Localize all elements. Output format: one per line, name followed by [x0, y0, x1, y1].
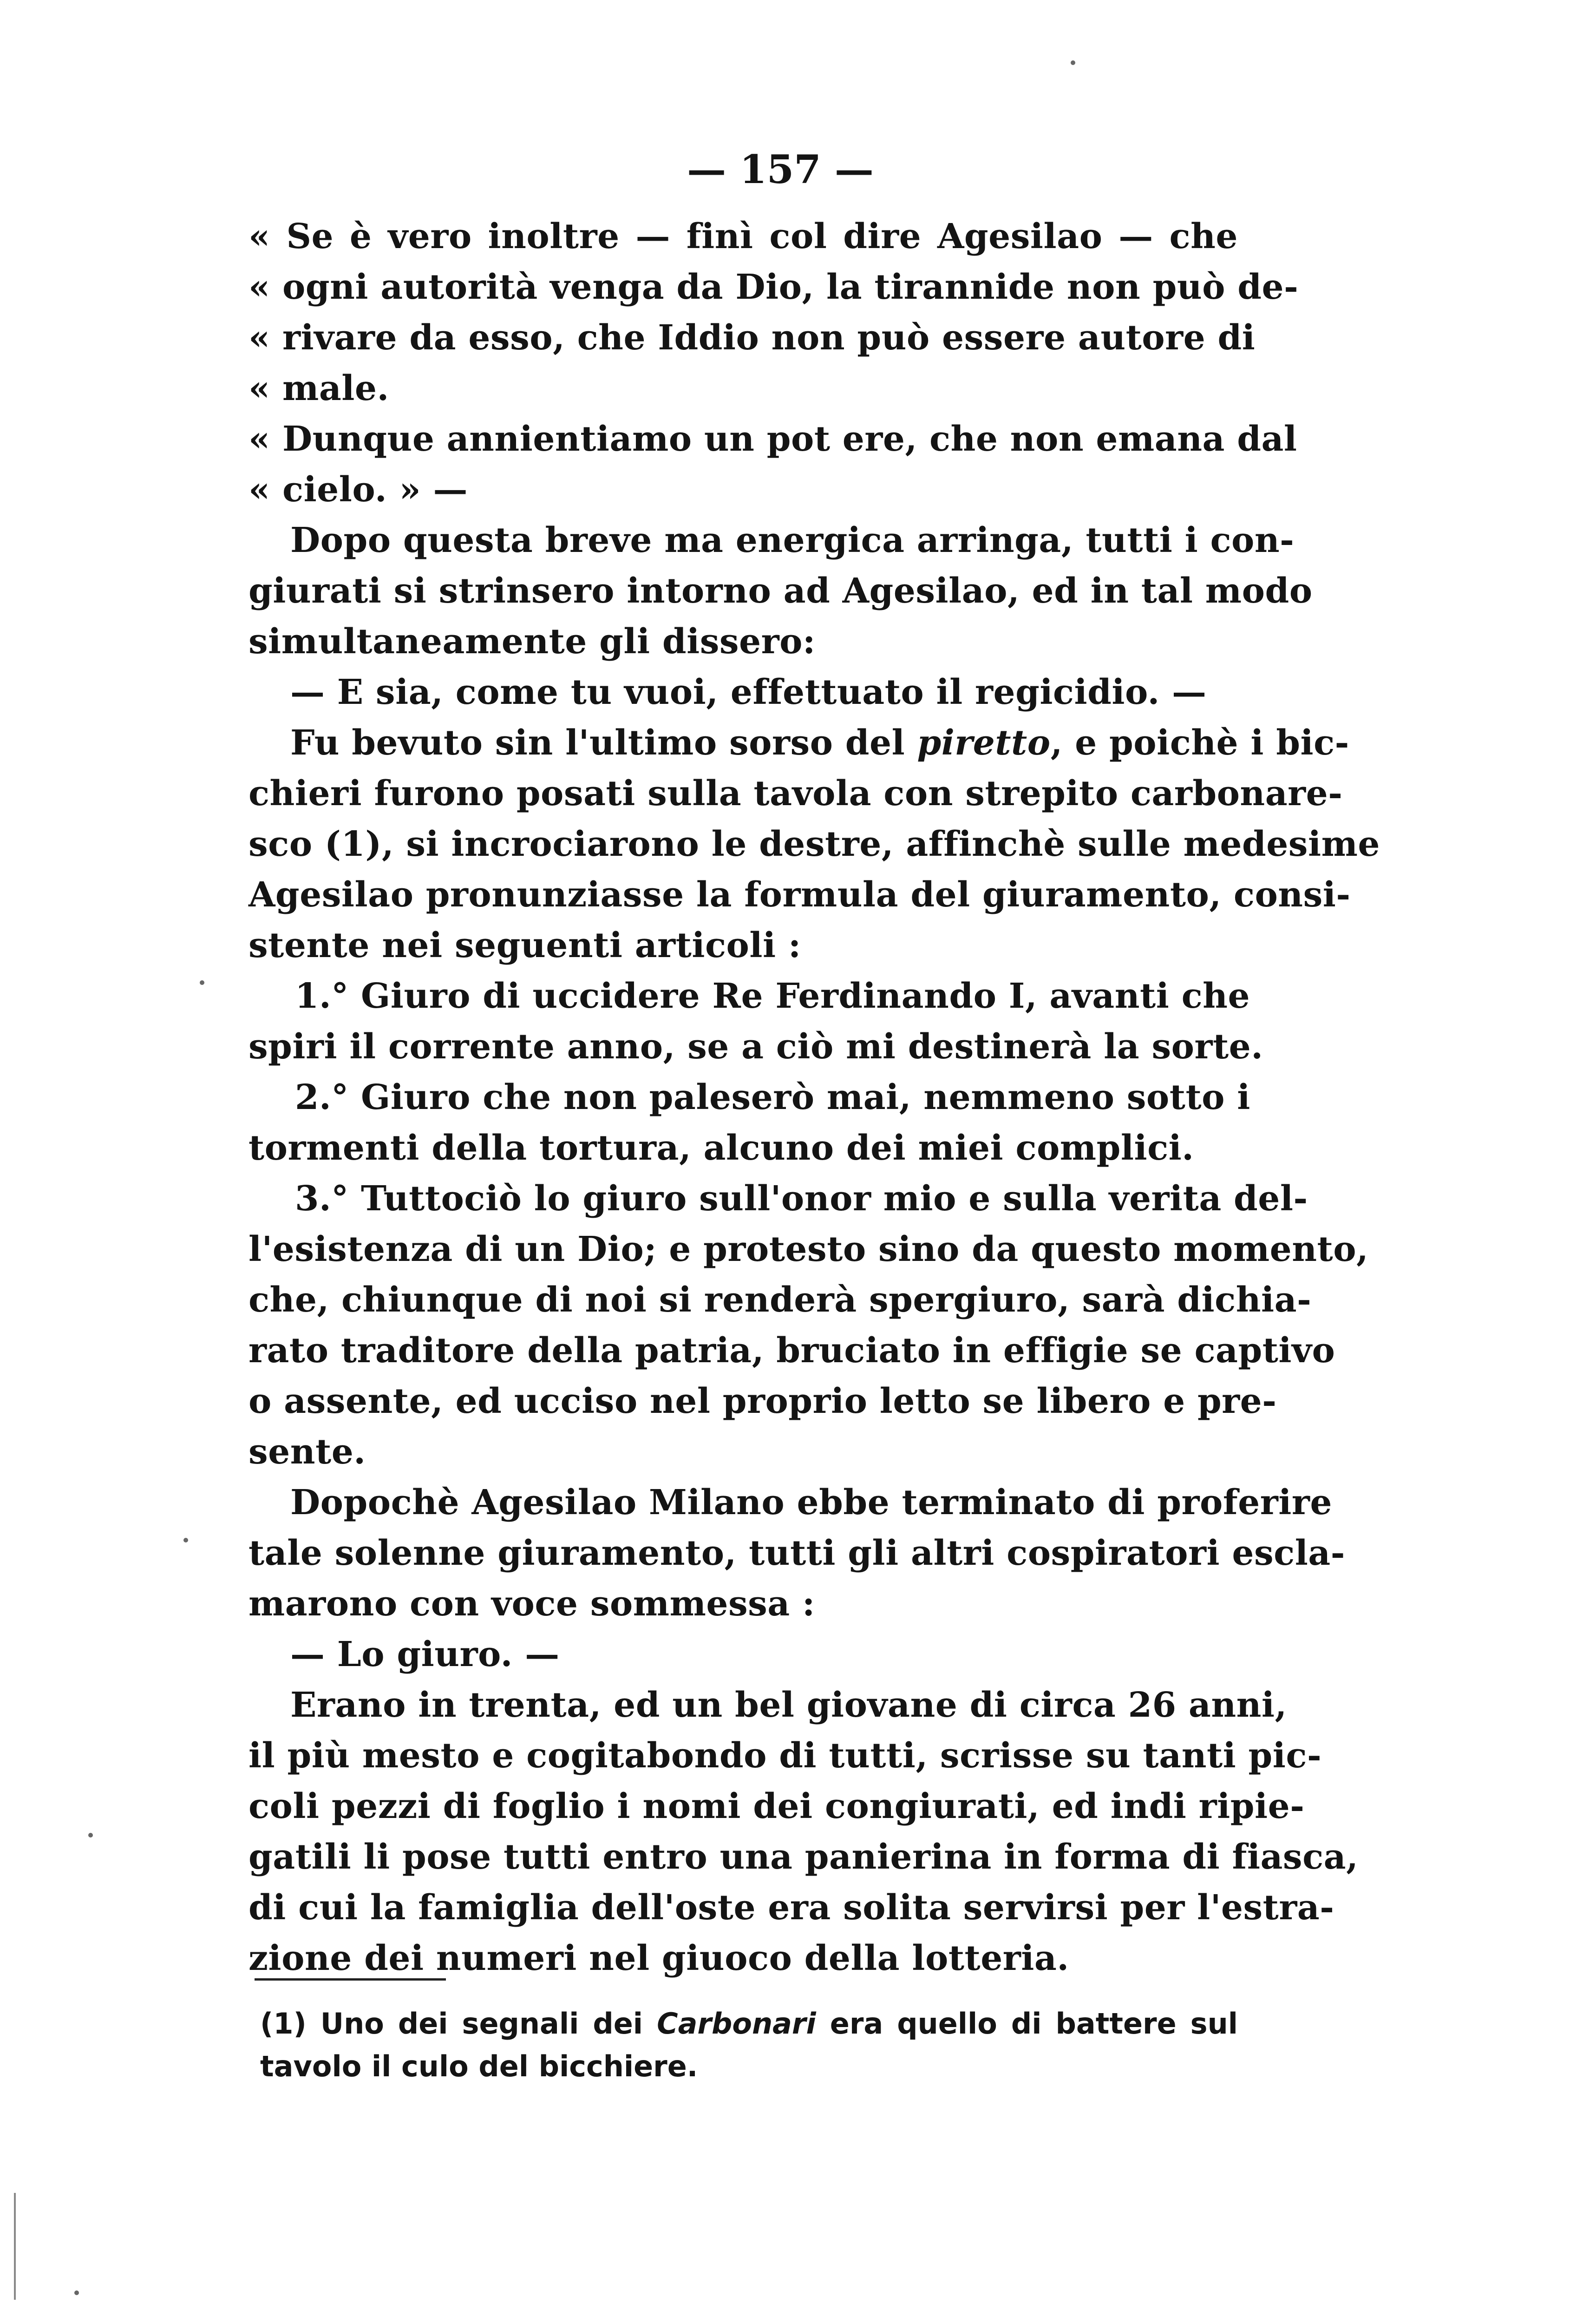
text-line: coli pezzi di foglio i nomi dei congiurati, ed indi ripie- — [249, 1786, 1305, 1826]
footnote — [260, 2002, 1238, 2088]
text-line: Dopochè Agesilao Milano ebbe terminato di proferire — [290, 1483, 1332, 1522]
text-line: 2.° Giuro che non paleserò mai, nemmeno sotto i — [295, 1077, 1250, 1117]
footnote-fragment: era quello di battere sul — [830, 2007, 1238, 2041]
text-line: 3.° Tuttociò lo giuro sull'onor mio e sulla verita del- — [295, 1179, 1308, 1219]
text-line: « Dunque annientiamo un pot ere, che non emana dal — [249, 419, 1297, 459]
text-line: sente. — [249, 1432, 366, 1472]
text-line: Erano in trenta, ed un bel giovane di circa 26 anni, — [290, 1685, 1287, 1725]
footnote-italic-word: Carbonari — [657, 2007, 816, 2041]
text-line: sco (1), si incrociarono le destre, affinchè sulle medesime — [249, 824, 1380, 864]
margin-speck — [88, 1833, 93, 1837]
text-line-with-italic — [249, 718, 1349, 768]
body-text — [249, 211, 1380, 1984]
text-line: di cui la famiglia dell'oste era solita servirsi per l'estra- — [249, 1888, 1334, 1928]
footnote-divider — [255, 1978, 446, 1981]
footnote-line — [260, 2002, 1238, 2045]
text-line: « ogni autorità venga da Dio, la tirannide non può de- — [249, 267, 1299, 307]
text-line: 1.° Giuro di uccidere Re Ferdinando I, avanti che — [295, 976, 1250, 1016]
text-line: il più mesto e cogitabondo di tutti, scrisse su tanti pic- — [249, 1736, 1322, 1776]
margin-speck — [200, 980, 204, 985]
text-line: chieri furono posati sulla tavola con strepito carbonare- — [249, 774, 1343, 814]
text-line: « rivare da esso, che Iddio non può essere autore di — [249, 318, 1256, 358]
margin-speck — [74, 2290, 79, 2295]
text-line: l'esistenza di un Dio; e protesto sino da questo momento, — [249, 1229, 1369, 1269]
text-line: tale solenne giuramento, tutti gli altri cospiratori escla- — [249, 1533, 1345, 1573]
text-line: « Se è vero inoltre — finì col dire Agesilao — che — [249, 217, 1238, 256]
text-fragment: Fu bevuto sin l'ultimo sorso del — [290, 723, 905, 763]
text-line: zione dei numeri nel giuoco della lotteria. — [249, 1938, 1069, 1978]
italic-word: piretto — [917, 723, 1051, 763]
text-line: gatili li pose tutti entro una panierina in forma di fiasca, — [249, 1837, 1359, 1877]
page-edge-shadow — [14, 2193, 16, 2300]
text-line: — E sia, come tu vuoi, effettuato il regicidio. — — [290, 672, 1207, 712]
text-line: giurati si strinsero intorno ad Agesilao, ed in tal modo — [249, 571, 1313, 611]
text-line: rato traditore della patria, bruciato in effigie se captivo — [249, 1331, 1335, 1371]
text-line: « cielo. » — — [249, 470, 468, 510]
footnote-line: tavolo il culo del bicchiere. — [260, 2049, 698, 2083]
text-line: — Lo giuro. — — [290, 1634, 560, 1674]
margin-speck — [183, 1538, 188, 1542]
text-line: simultaneamente gli dissero: — [249, 622, 816, 662]
text-line: Dopo questa breve ma energica arringa, tutti i con- — [290, 520, 1295, 560]
text-line: spiri il corrente anno, se a ciò mi destinerà la sorte. — [249, 1027, 1263, 1067]
text-line: o assente, ed ucciso nel proprio letto se libero e pre- — [249, 1381, 1277, 1421]
footnote-fragment: (1) Uno dei segnali dei — [260, 2007, 643, 2041]
text-line: stente nei seguenti articoli : — [249, 925, 801, 965]
text-line: che, chiunque di noi si renderà spergiuro, sarà dichia- — [249, 1280, 1312, 1320]
margin-speck — [1071, 60, 1075, 65]
text-fragment: , e poichè i bic- — [1050, 723, 1349, 763]
text-line: marono con voce sommessa : — [249, 1584, 815, 1624]
text-line: « male. — [249, 368, 389, 408]
text-line: tormenti della tortura, alcuno dei miei complici. — [249, 1128, 1194, 1168]
page-number: — 157 — — [687, 146, 874, 192]
text-line: Agesilao pronunziasse la formula del giuramento, consi- — [249, 875, 1351, 915]
